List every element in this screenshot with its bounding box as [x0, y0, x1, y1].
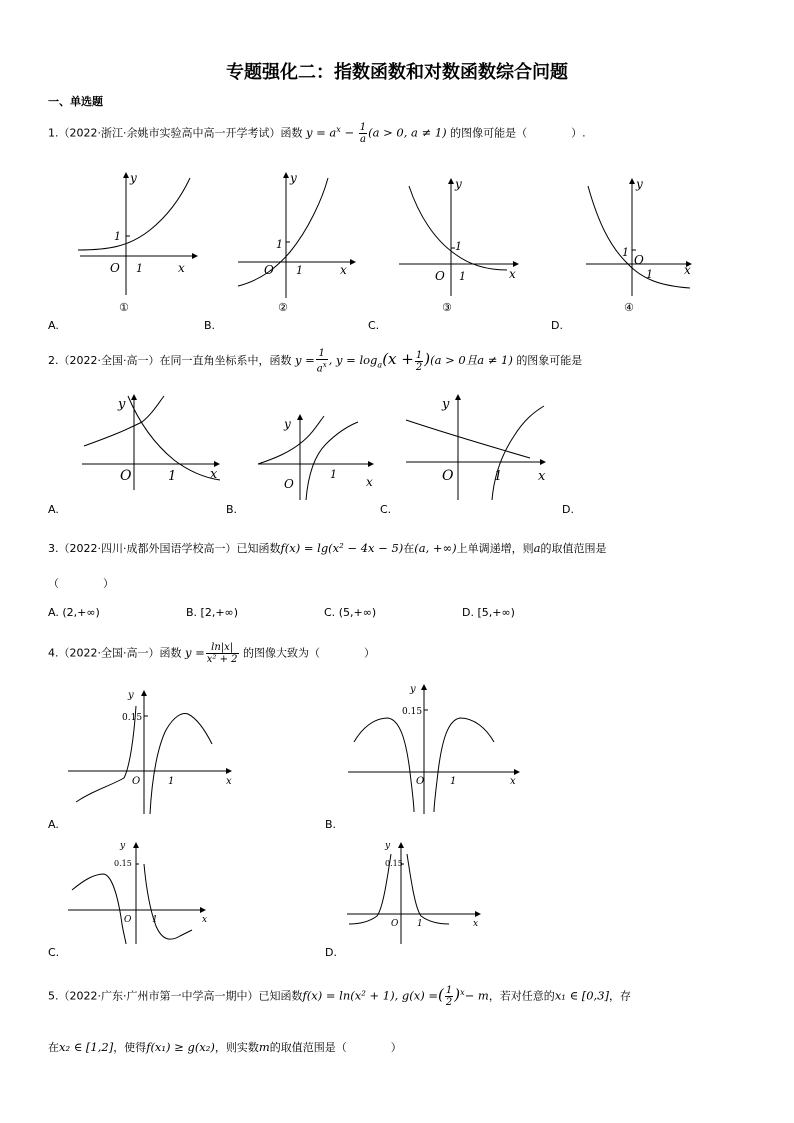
q5-l2-prefix: 在	[48, 1041, 59, 1054]
q1-caption-4: ④	[624, 301, 634, 314]
svg-text:y: y	[130, 171, 137, 185]
q3-option-c[interactable]: C. (5,+∞)	[324, 606, 377, 619]
svg-text:1: 1	[455, 240, 462, 253]
q2-suffix: 的图象可能是	[516, 354, 583, 368]
svg-text:x: x	[202, 915, 208, 925]
svg-text:1: 1	[494, 469, 503, 484]
svg-text:1: 1	[296, 264, 303, 277]
q1-prefix: 1.（2022·浙江·余姚市实验高中高一开学考试）函数	[48, 126, 303, 140]
q1-cond: (a > 0, a ≠ 1)	[368, 125, 447, 140]
section-heading: 一、单选题	[48, 95, 103, 108]
question-1	[48, 122, 586, 145]
q1-caption-2: ②	[278, 301, 288, 314]
svg-text:x: x	[366, 475, 373, 489]
q1-graph-2	[232, 170, 362, 300]
svg-text:O: O	[391, 919, 399, 929]
q5-l2-end: 的取值范围是（ ）	[269, 1041, 402, 1054]
q2-option-b[interactable]: B.	[226, 503, 238, 516]
q3-paren: （ ）	[48, 577, 114, 590]
svg-text:O: O	[264, 263, 274, 277]
q2-option-a[interactable]: A.	[48, 503, 59, 516]
q2-f2-frac: $\frac{1}{2}$	[415, 349, 423, 373]
svg-text:x: x	[210, 467, 218, 482]
svg-text:x: x	[340, 263, 347, 277]
q4-prefix: 4.（2022·全国·高一）函数	[48, 646, 182, 660]
svg-text:1: 1	[152, 915, 158, 925]
q5-l2-mid: ，使得	[113, 1041, 147, 1054]
q2-graph-a	[78, 392, 228, 492]
q1-option-c[interactable]: C.	[368, 319, 380, 332]
svg-text:1: 1	[136, 262, 143, 275]
q5-x1: x₁ ∈ [0,3]	[554, 988, 609, 1003]
q5-gtail: − m	[464, 988, 489, 1003]
q4-graph-d	[345, 840, 495, 945]
question-2	[48, 348, 582, 374]
q1-option-b[interactable]: B.	[204, 319, 216, 332]
question-5-line-1: 5.（2022·广东·广州市第一中学高一期中）已知函数f(x) = ln(x² + 1), g(x) =( $\frac{1}{2}$ )$^x$− m，若对任意的x₁ ∈ [0,3]，存	[48, 985, 631, 1009]
question-3	[48, 540, 607, 557]
q2-cond: (a > 0且a ≠ 1)	[430, 353, 513, 368]
q2-f2-arg-right: )	[424, 350, 431, 369]
svg-text:x: x	[178, 261, 185, 275]
q2-f1-frac: $\frac{1}{a^x}$	[316, 348, 327, 375]
q1-caption-1: ①	[119, 301, 129, 314]
svg-text:0.15: 0.15	[122, 713, 143, 723]
q4-frac: $\frac{\ln|x|}{\text{x² + 2}}$	[206, 642, 238, 665]
svg-text:y: y	[442, 397, 450, 412]
q5-frac: $\frac{1}{2}$	[445, 985, 453, 1009]
q1-caption-3: ③	[442, 301, 452, 314]
q5-prefix: 5.（2022·广东·广州市第一中学高一期中）已知函数	[48, 989, 303, 1003]
q2-graph-c	[402, 392, 552, 502]
svg-text:x: x	[473, 919, 479, 929]
q5-ineq: f(x₁) ≥ g(x₂)	[146, 1040, 215, 1054]
q1-frac: $\frac{1}{a}$	[359, 122, 367, 146]
svg-text:1: 1	[450, 776, 457, 787]
svg-text:O: O	[634, 253, 644, 267]
q5-mid: ，若对任意的	[488, 989, 555, 1003]
q5-l2-mid2: ，则实数	[214, 1041, 259, 1054]
q1-formula: y = a	[305, 125, 337, 140]
svg-text:O: O	[416, 776, 425, 787]
svg-text:y: y	[410, 684, 416, 695]
q2-f2: , y = log	[328, 353, 378, 368]
q4-graph-a	[66, 686, 246, 816]
svg-text:y: y	[385, 841, 391, 851]
svg-text:0.15: 0.15	[385, 859, 403, 868]
q4-option-c[interactable]: C.	[48, 946, 60, 959]
svg-text:x: x	[226, 776, 232, 787]
svg-text:1: 1	[330, 468, 337, 481]
q3-option-b[interactable]: B. [2,+∞)	[186, 606, 239, 619]
q3-suffix: 上单调递增，则	[456, 542, 534, 555]
q4-f: y =	[184, 645, 205, 660]
svg-text:x: x	[510, 776, 516, 787]
svg-text:1: 1	[459, 270, 466, 283]
svg-text:y: y	[128, 690, 134, 701]
svg-text:x: x	[684, 263, 691, 277]
svg-text:O: O	[132, 776, 141, 787]
svg-text:1: 1	[417, 919, 423, 929]
svg-text:y: y	[636, 177, 643, 191]
svg-text:y: y	[120, 841, 126, 851]
q2-graph-b	[254, 412, 384, 502]
q3-option-a[interactable]: A. (2,+∞)	[48, 606, 100, 619]
q2-option-d[interactable]: D.	[562, 503, 574, 516]
q3-suffix2: 的取值范围是	[540, 542, 607, 555]
q3-interval: (a, +∞)	[414, 541, 457, 555]
svg-text:1: 1	[646, 268, 653, 281]
q2-prefix: 2.（2022·全国·高一）在同一直角坐标系中，函数	[48, 354, 292, 368]
svg-text:x: x	[509, 267, 516, 281]
question-5-line-2	[48, 1039, 402, 1056]
svg-text:O: O	[442, 468, 454, 484]
svg-text:1: 1	[622, 246, 629, 259]
q4-graph-c	[66, 840, 216, 945]
svg-text:y: y	[284, 417, 291, 431]
q1-option-d[interactable]: D.	[551, 319, 563, 332]
q1-graph-3	[395, 176, 525, 301]
svg-text:O: O	[284, 477, 294, 491]
q1-minus: −	[340, 125, 358, 140]
q2-f2-sub: a	[377, 360, 383, 370]
q1-suffix: 的图像可能是（ ）.	[450, 126, 586, 140]
svg-text:O: O	[124, 915, 132, 925]
q4-graph-b	[346, 680, 526, 815]
q4-option-d[interactable]: D.	[325, 946, 337, 959]
q3-formula: f(x) = lg(x² − 4x − 5)	[280, 541, 404, 555]
page-title: 专题强化二：指数函数和对数函数综合问题	[226, 62, 568, 83]
svg-text:1: 1	[168, 776, 175, 787]
q2-option-c[interactable]: C.	[380, 503, 392, 516]
q2-f2-arg: (x +	[382, 350, 414, 369]
q3-option-d[interactable]: D. [5,+∞)	[462, 606, 515, 619]
q1-graph-1	[70, 170, 200, 300]
q4-option-a[interactable]: A.	[48, 818, 59, 831]
q5-formula: f(x) = ln(x² + 1), g(x) =	[302, 988, 438, 1003]
svg-text:O: O	[110, 261, 120, 275]
svg-text:y: y	[118, 397, 126, 412]
svg-text:1: 1	[168, 469, 177, 484]
svg-text:1: 1	[276, 238, 283, 251]
q5-end1: ，存	[609, 989, 631, 1003]
q3-mid: 在	[403, 542, 415, 555]
q4-option-b[interactable]: B.	[325, 818, 337, 831]
question-4	[48, 642, 375, 665]
q5-var: m	[258, 1040, 270, 1054]
svg-text:0.15: 0.15	[114, 859, 132, 868]
svg-text:0.15: 0.15	[402, 707, 423, 717]
svg-text:x: x	[538, 469, 546, 484]
svg-text:O: O	[435, 269, 445, 283]
svg-text:1: 1	[114, 230, 121, 243]
svg-text:y: y	[455, 177, 462, 191]
svg-text:y: y	[290, 171, 297, 185]
svg-text:O: O	[120, 468, 132, 484]
q1-graph-4	[582, 176, 712, 301]
q1-sup: x	[336, 125, 341, 134]
q2-f1: y =	[294, 353, 315, 368]
q5-x2: x₂ ∈ [1,2]	[59, 1040, 114, 1054]
q5-sup: x	[460, 988, 465, 997]
q4-suffix: 的图像大致为（ ）	[243, 646, 376, 660]
q1-option-a[interactable]: A.	[48, 319, 59, 332]
q3-var: a	[533, 541, 541, 555]
q3-prefix: 3.（2022·四川·成都外国语学校高一）已知函数	[48, 542, 281, 555]
